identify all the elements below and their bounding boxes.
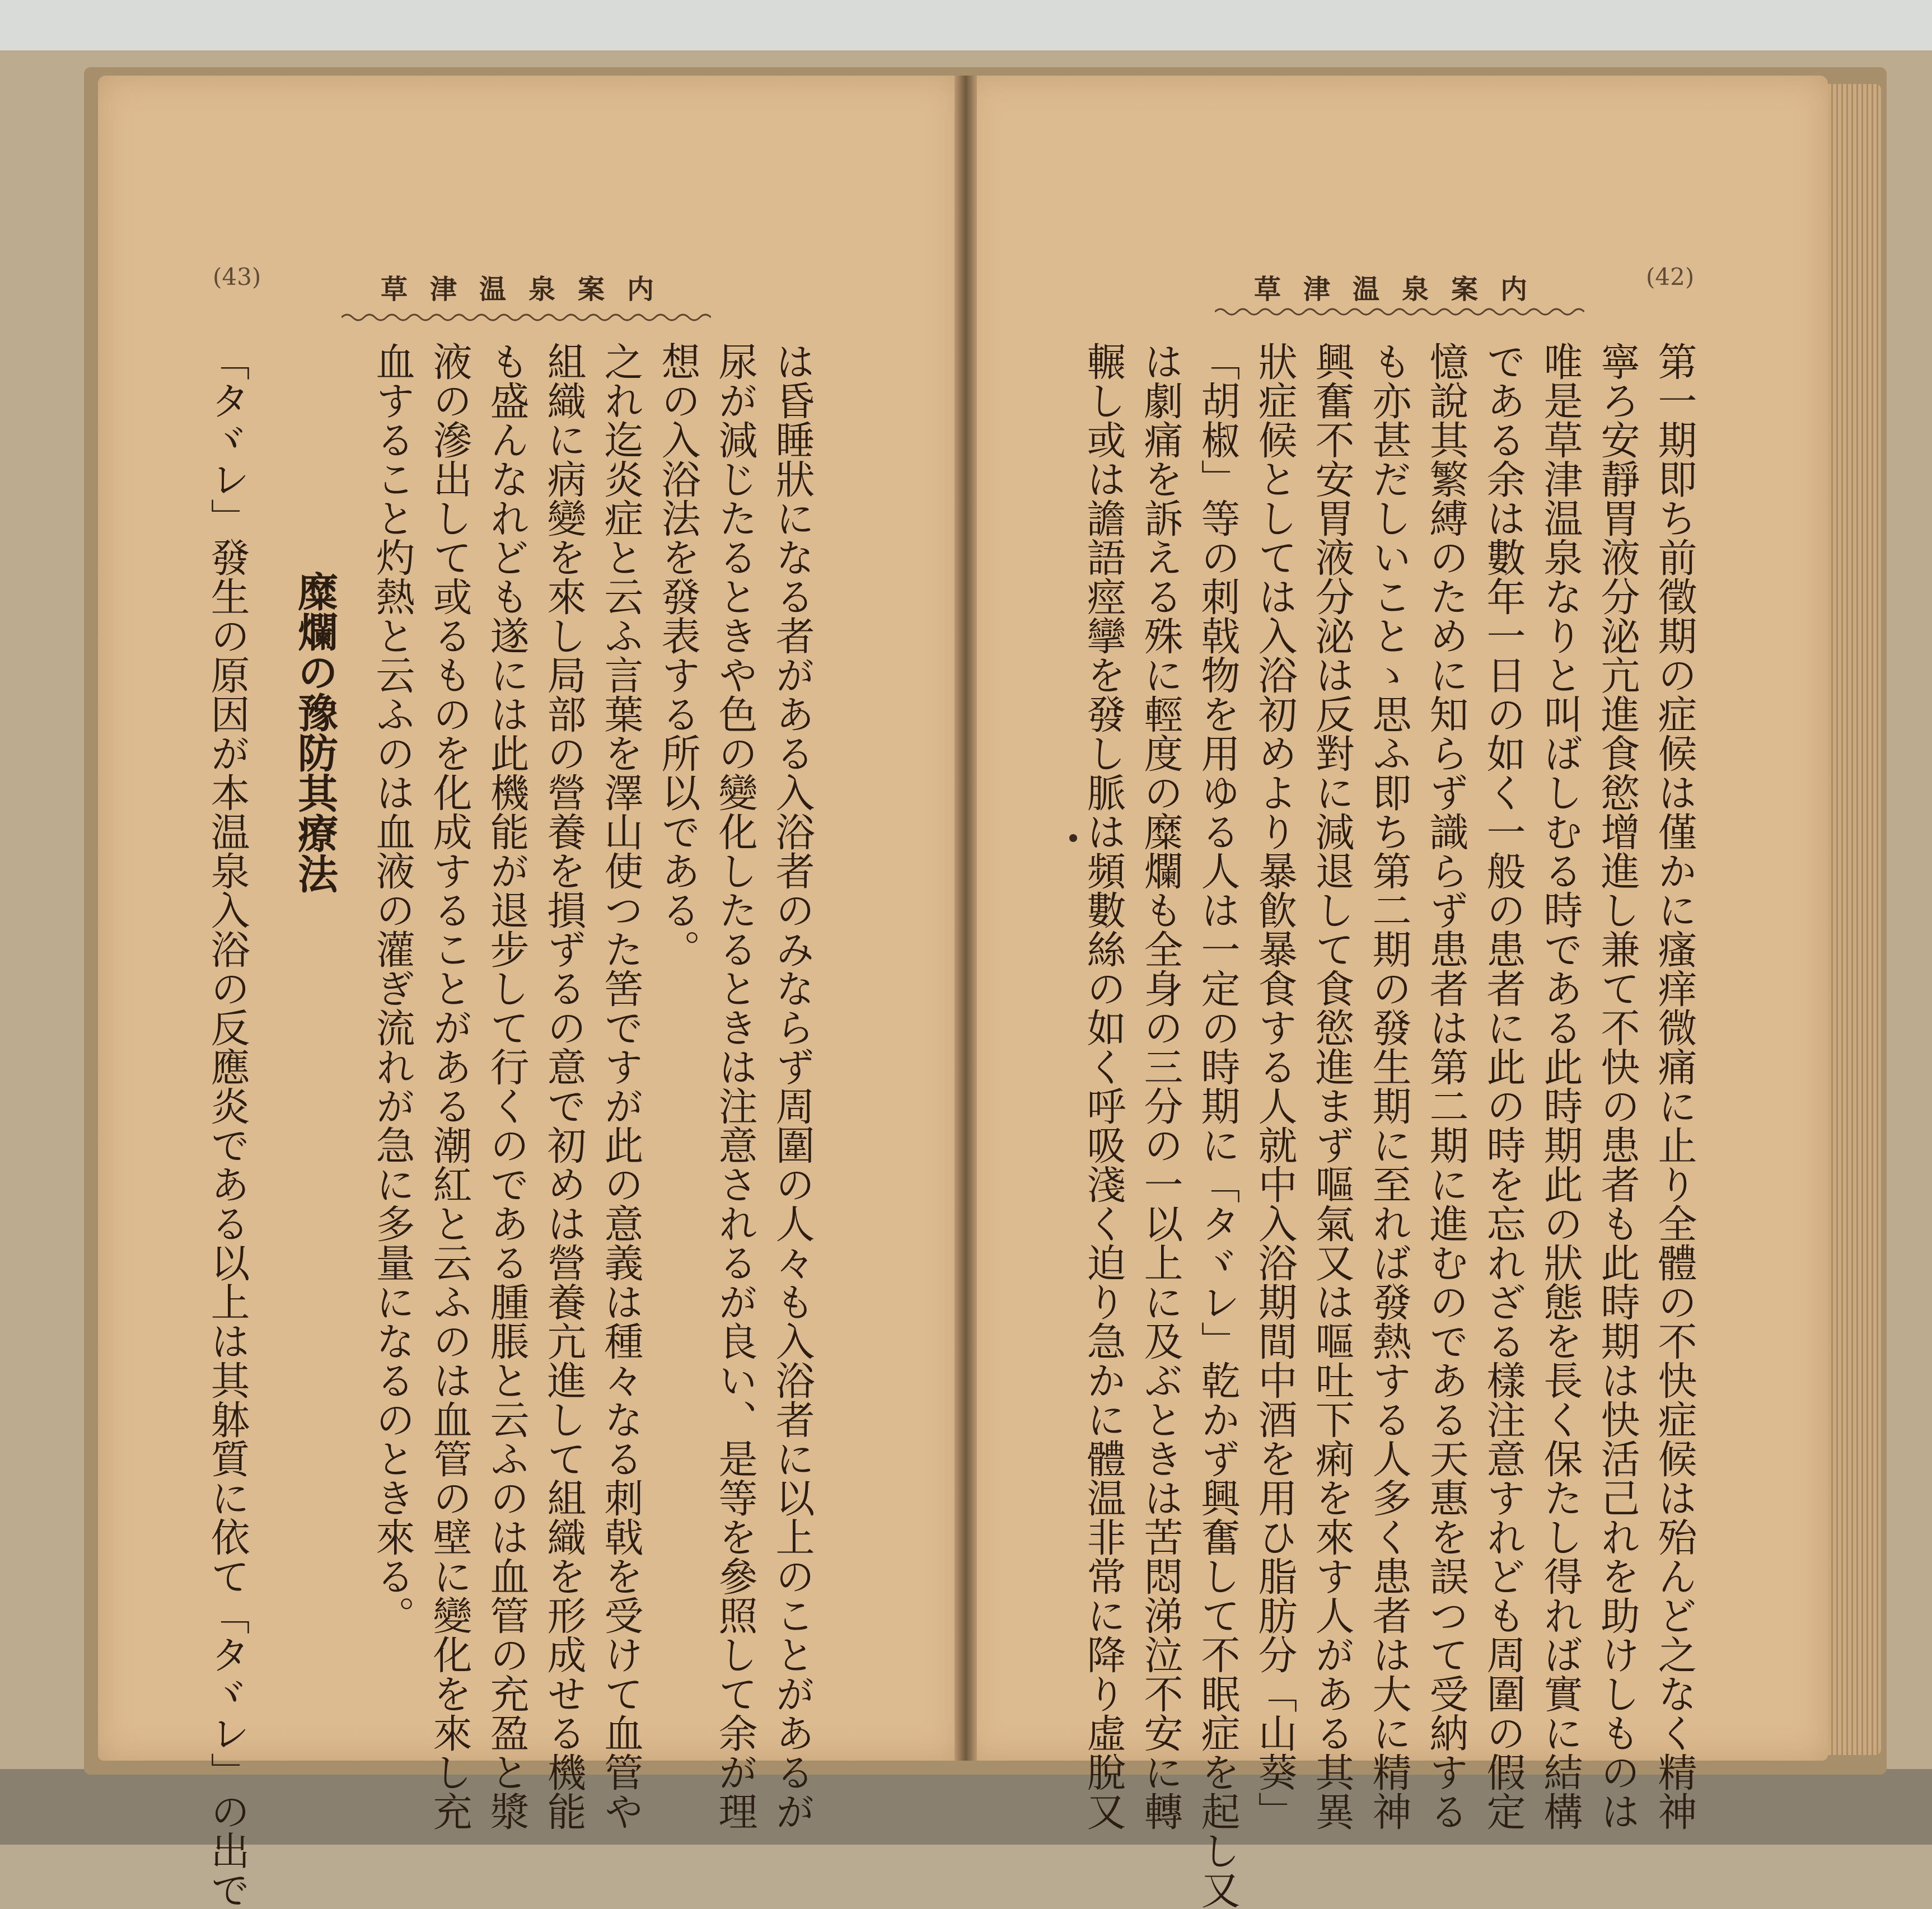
left-running-title: 草津温泉案内 [381,274,677,305]
background-top [0,0,1932,53]
left-body-text [364,341,821,1831]
text-line: 輾し或は譫語痙攣を發し脈は頻數絲の如く呼吸淺く迫り急かに體温非常に降り虛脫又 [1080,341,1126,1831]
text-line: 第一期即ち前徵期の症候は僅かに瘙痒微痛に止り全體の不快症候は殆んど之なく精神 [1652,341,1697,1831]
book-gutter [955,76,977,1761]
text-line: 狀症候としては入浴初めより暴飮暴食する人就中入浴期間中酒を用ひ脂肪分「山葵」 [1252,341,1298,1831]
text-line: 憶說其繁縛のために知らず識らず患者は第二期に進むのである天惠を誤つて受納する [1423,341,1469,1831]
page-edges [1828,84,1881,1755]
text-line: 興奮不安胃液分泌は反對に減退して食慾進まず嘔氣又は嘔吐下痢を來す人がある其異 [1309,341,1355,1831]
text-line: は昏睡狀になる者がある入浴者のみならず周圍の人々も入浴者に以上のことがあるが [769,341,815,1831]
text-line: 尿が減じたるときや色の變化したるときは注意されるが良い、是等を參照して余が理 [712,341,758,1831]
ink-dot [1069,834,1077,842]
text-line: も亦甚だしいことゝ思ふ即ち第二期の發生期に至れば發熱する人多く患者は大に精神 [1366,341,1412,1831]
left-page-number: (43) [213,263,261,291]
left-last-line [199,341,256,1909]
right-header-rule [1215,305,1584,319]
text-line: 「タヾレ」發生の原因が本温泉入浴の反應炎である以上は其躰質に依て「タヾレ」の出で [204,341,250,1909]
text-line: 組織に病變を來し局部の營養を損ずるの意で初めは營養亢進して組織を形成せる機能 [541,341,587,1831]
left-header-rule [342,311,711,324]
text-line: 「胡椒」等の刺戟物を用ゆる人は一定の時期に「タヾレ」乾かず興奮して不眠症を起し又 [1195,341,1241,1909]
right-running-title: 草津温泉案内 [1254,274,1550,305]
section-heading: 糜爛の豫防其療法 [291,571,339,893]
text-line: 寧ろ安靜胃液分泌亢進食慾增進し兼て不快の患者も此時期は快活己れを助けしものは [1594,341,1640,1831]
text-line: 想の入浴法を發表する所以である。 [655,341,701,968]
right-body-text [1075,341,1703,1909]
text-line: 血すること灼熱と云ふのは血液の灌ぎ流れが急に多量になるのとき來る。 [369,341,415,1635]
text-line: 唯是草津温泉なりと叫ばしむる時である此時期此の狀態を長く保たし得れば實に結構 [1537,341,1583,1831]
text-line: も盛んなれども遂には此機能が退步して行くのである腫脹と云ふのは血管の充盈と漿 [484,341,530,1831]
right-page-number: (42) [1646,263,1695,291]
text-line: は劇痛を訴える殊に輕度の糜爛も全身の三分の一以上に及ぶときは苦悶涕泣不安に轉 [1138,341,1183,1831]
text-line: 液の滲出して或るものを化成することがある潮紅と云ふのは血管の壁に變化を來し充 [427,341,473,1831]
text-line: 之れ迄炎症と云ふ言葉を澤山使つた筈ですが此の意義は種々なる刺戟を受けて血管や [598,341,644,1831]
text-line: である余は數年一日の如く一般の患者に此の時を忘れざる樣注意すれども周圍の假定 [1480,341,1526,1831]
